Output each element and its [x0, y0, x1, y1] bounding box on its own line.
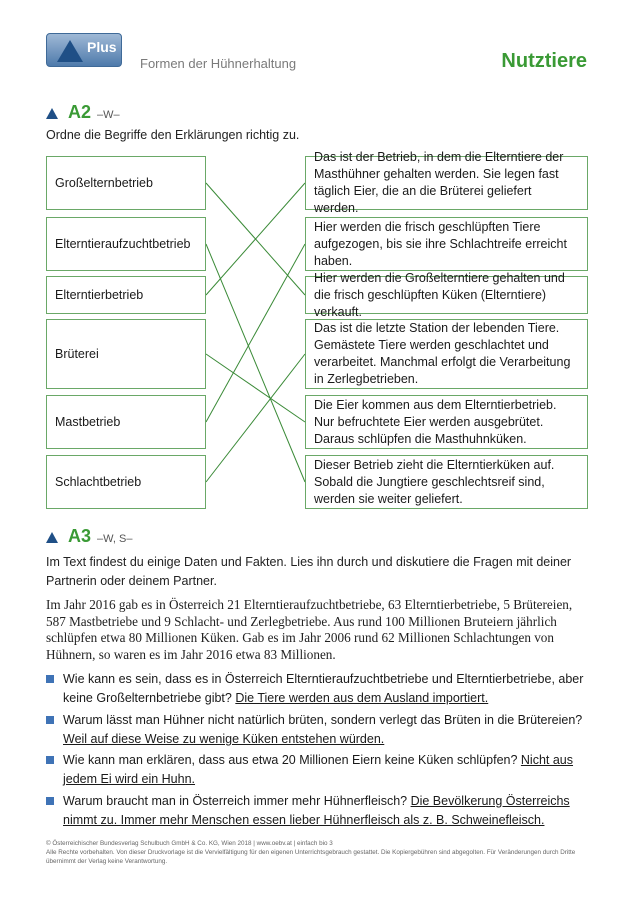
- explanation-text: Dieser Betrieb zieht die Elterntierküken auf. Sobald die Jungtiere geschlechtsreif sind, werden sie weiter geliefert.: [314, 457, 555, 506]
- task-triangle-icon: [46, 532, 58, 543]
- answer-text: Die Bevölkerung Österreichs nimmt zu. Immer mehr Menschen essen lieber Hühnerfleisch als z. B. Schweinefleisch.: [63, 794, 570, 827]
- bullet-square-icon: [46, 756, 54, 764]
- question-item: [46, 751, 594, 789]
- explanation-text: Die Eier kommen aus dem Elterntierbetrieb. Nur befruchtete Eier werden ausgebrütet. Daraus schlüpfen die Masthuhnküken.: [314, 397, 557, 446]
- explanation-text: Das ist der Betrieb, in dem die Elterntiere der Masthühner gehalten werden. Sie legen fast täglich Eier, die an die Brüterei geliefert werden.: [314, 150, 564, 215]
- explanation-box[interactable]: [305, 395, 588, 449]
- answer-text: Weil auf diese Weise zu wenige Küken entstehen würden.: [63, 732, 385, 746]
- answer-text: Nicht aus jedem Ei wird ein Huhn.: [63, 753, 574, 786]
- explanation-text: Das ist die letzte Station der lebenden Tiere. Gemästete Tiere werden geschlachtet und verarbeitet. Manchmal erfolgt die Verarbeitung in Zerlegbetrieben.: [314, 321, 571, 386]
- explanation-box[interactable]: [305, 150, 588, 215]
- task-number: A2: [68, 102, 92, 122]
- term-box[interactable]: [46, 319, 206, 389]
- explanation-box[interactable]: [305, 455, 588, 509]
- explanation-box[interactable]: [305, 217, 588, 271]
- explanation-box[interactable]: [305, 319, 588, 389]
- term-label: Schlachtbetrieb: [55, 474, 142, 489]
- term-label: Elterntierbetrieb: [55, 287, 144, 302]
- task-number: A3: [68, 526, 92, 546]
- term-box[interactable]: [46, 395, 206, 449]
- term-box[interactable]: [46, 276, 206, 314]
- question-text: Warum braucht man in Österreich immer mehr Hühnerfleisch?: [63, 794, 408, 808]
- task-code: –W–: [97, 109, 120, 121]
- match-line: [206, 244, 305, 482]
- bullet-square-icon: [46, 716, 54, 724]
- question-text: Warum lässt man Hühner nicht natürlich brüten, sondern verlegt das Brüten in die Brütereien?: [63, 713, 583, 727]
- explanation-text: Hier werden die frisch geschlüpften Tiere aufgezogen, bis sie ihre Schlachtreife erreicht haben.: [314, 219, 567, 268]
- term-label: Großelternbetrieb: [55, 175, 153, 190]
- question-item: [46, 711, 594, 749]
- bullet-square-icon: [46, 675, 54, 683]
- term-label: Brüterei: [55, 346, 99, 361]
- explanation-text: Hier werden die Großelterntiere gehalten und die frisch geschlüpften Küken (Elterntiere) verkauft.: [314, 270, 565, 319]
- footer-rights: Alle Rechte vorbehalten. Von dieser Druckvorlage ist die Vervielfältigung für den eigenen Unterrichtsgebrauch gestattet. Die Kopiergebühren sind abgegolten. Für Veränderungen durch Dritte übernimmt der Verlag keine Verantwortung.: [46, 849, 576, 865]
- term-label: Elterntieraufzuchtbetrieb: [55, 236, 191, 251]
- question-text: Wie kann man erklären, dass aus etwa 20 Millionen Eiern keine Küken schlüpfen?: [63, 753, 518, 767]
- question-text: Wie kann es sein, dass es in Österreich Elterntieraufzuchtbetriebe und Elterntierbetriebe, aber keine Großelternbetriebe gibt?: [63, 672, 584, 705]
- term-label: Mastbetrieb: [55, 414, 121, 429]
- header-topic: Formen der Hühnerhaltung: [140, 56, 297, 71]
- task-a2-instruction: Ordne die Begriffe den Erklärungen richtig zu.: [46, 128, 300, 142]
- logo-text: Plus: [87, 39, 117, 55]
- facts-text: Im Jahr 2016 gab es in Österreich 21 Elterntieraufzuchtbetriebe, 63 Elterntierbetriebe, 5 Brütereien, 587 Mastbetriebe und 9 Schlacht- und Zerlegbetriebe. Aus rund 100 Millionen Bruteiern jährlich schlüpfen etwa 80 Millionen Küken. Gab es im Jahr 2006 rund 62 Millionen Schlachtungen von Hühnern, so waren es im Jahr 2016 etwa 83 Millionen.: [46, 597, 573, 662]
- bullet-square-icon: [46, 797, 54, 805]
- task-a3-instruction: Im Text findest du einige Daten und Fakten. Lies ihn durch und diskutiere die Fragen mit deiner Partnerin oder deinem Partner.: [46, 555, 572, 588]
- match-line: [206, 244, 305, 422]
- task-a3-heading: [46, 526, 132, 547]
- task-code: –W, S–: [97, 533, 133, 545]
- footer-copyright: © Österreichischer Bundesverlag Schulbuch GmbH & Co. KG, Wien 2018 | www.oebv.at | einfach bio 3: [46, 840, 333, 847]
- answer-text: Die Tiere werden aus dem Ausland importiert.: [235, 691, 489, 705]
- match-line: [206, 354, 305, 482]
- header-category: Nutztiere: [501, 50, 587, 72]
- term-box[interactable]: [46, 455, 206, 509]
- footer: [46, 839, 594, 866]
- question-item: [46, 792, 594, 830]
- explanation-box[interactable]: [305, 270, 588, 319]
- term-box[interactable]: [46, 217, 206, 271]
- term-box[interactable]: [46, 156, 206, 210]
- question-item: [46, 670, 594, 708]
